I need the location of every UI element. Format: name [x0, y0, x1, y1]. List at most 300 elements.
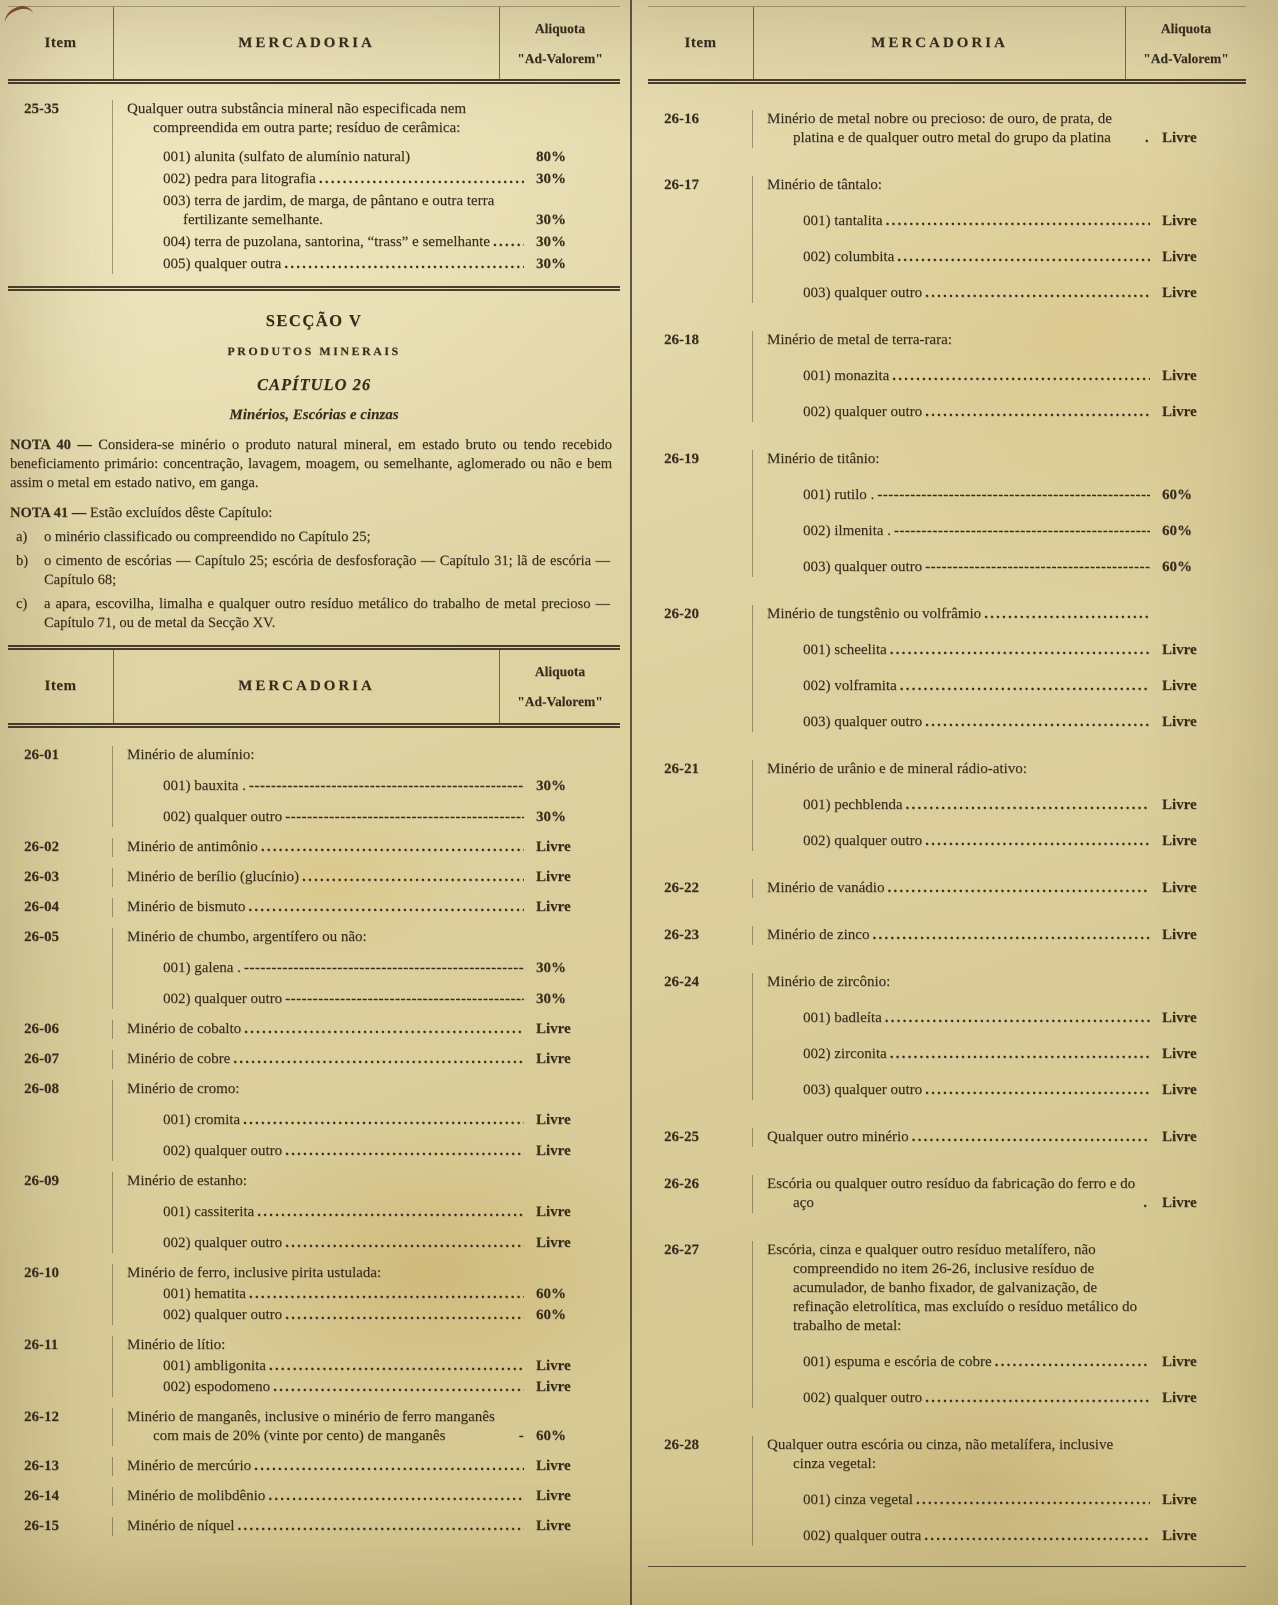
aliquota-value: Livre: [536, 1379, 571, 1395]
tariff-row-26-21: [648, 760, 1246, 851]
dash-leader: [516, 1427, 524, 1446]
item-description: Minério de estanho:: [127, 1173, 247, 1189]
dotted-leader: [921, 1527, 1150, 1546]
dotted-leader: [894, 248, 1150, 267]
sub-item-line: [127, 1306, 620, 1325]
sub-item-label: 003) qualquer outro: [803, 559, 923, 575]
sub-item-label: 002) columbita: [803, 249, 895, 265]
sub-item-label: 001) monazita: [803, 368, 890, 384]
item-main-line: [767, 1175, 1246, 1213]
note-40-label: NOTA 40 —: [10, 437, 92, 453]
column-header-aliquota: [500, 7, 620, 79]
item-code: 26-27: [648, 1241, 753, 1408]
item-code: 26-17: [648, 176, 753, 303]
aliquota-value: Livre: [1162, 1195, 1197, 1211]
item-body: [753, 1436, 1246, 1546]
item-main-line: [767, 110, 1246, 148]
item-code: 26-16: [648, 110, 753, 148]
horizontal-rule: [648, 1566, 1246, 1567]
aliquota-value: Livre: [1162, 404, 1197, 420]
item-description: Minério de molibdênio: [127, 1488, 266, 1504]
tariff-row-26-15: [8, 1517, 620, 1536]
sub-item-label: 001) hematita: [163, 1286, 246, 1302]
table-header: [8, 6, 620, 84]
item-code: 26-08: [8, 1080, 113, 1161]
dotted-leader: [266, 1357, 524, 1376]
item-main-line: [127, 1172, 620, 1191]
sub-item-line: [767, 796, 1246, 815]
sub-item-line: [767, 1009, 1246, 1028]
dotted-leader: [282, 1142, 524, 1161]
tariff-row-26-11: [8, 1336, 620, 1397]
sub-item-label: 001) rutilo .: [803, 487, 875, 503]
sub-item-line: [767, 212, 1246, 231]
sub-item-label: 002) espodomeno: [163, 1379, 271, 1395]
aliquota-value: 60%: [1162, 559, 1192, 575]
aliquota-value: Livre: [536, 1143, 571, 1159]
sub-item-line: [767, 486, 1246, 505]
left-column: [8, 6, 620, 1536]
item-main-line: [127, 100, 620, 138]
item-description: Minério de tântalo:: [767, 177, 882, 193]
sub-item-label: 002) qualquer outro: [163, 1143, 283, 1159]
aliquota-value: Livre: [536, 1204, 571, 1220]
item-main-line: [127, 1408, 620, 1446]
dotted-leader: [1142, 129, 1150, 148]
aliquota-value: 30%: [536, 171, 566, 187]
item-description: Minério de urânio e de mineral rádio-ativo:: [767, 761, 1027, 777]
item-body: [113, 928, 620, 1009]
item-description: Minério de níquel: [127, 1518, 235, 1534]
dotted-leader: [909, 1128, 1150, 1147]
item-description: Minério de mercúrio: [127, 1458, 252, 1474]
tariff-row-26-01: [8, 746, 620, 827]
dotted-leader: [265, 1487, 524, 1506]
dotted-leader: [922, 1081, 1150, 1100]
sub-item-label: 002) volframita: [803, 678, 897, 694]
dash-leader: [246, 777, 524, 796]
sub-item-label: 001) cinza vegetal: [803, 1492, 913, 1508]
note-item-text: a apara, escovilha, limalha e qualquer outro resíduo metálico do trabalho de metal precioso — Capítulo 71, ou de metal da Secção XV.: [44, 596, 610, 631]
item-body: [753, 1175, 1246, 1213]
sub-item-label: 002) qualquer outro: [803, 404, 923, 420]
dotted-leader: [981, 605, 1150, 624]
dotted-leader: [992, 1353, 1150, 1372]
section-heading-block: [8, 311, 620, 425]
aliquota-value: Livre: [536, 1051, 571, 1067]
item-description: Escória, cinza e qualquer outro resíduo metalífero, não compreendido no item 26-26, inclusive resíduo de acumulador, de banho fixador, de galvanização, de refinação eletrolítica, mas excluído o resíduo metálico do trabalho de metal:: [767, 1242, 1138, 1334]
aliquota-value: Livre: [1162, 714, 1197, 730]
sub-item-label: 001) cromita: [163, 1112, 241, 1128]
sub-item-label: 004) terra de puzolana, santorina, “trass” e semelhante: [163, 234, 490, 250]
column-header-mercadoria: MERCADORIA: [753, 7, 1126, 79]
sub-item-line: [127, 990, 620, 1009]
aliquota-value: Livre: [1162, 249, 1197, 265]
dotted-leader: [913, 1491, 1150, 1510]
sub-item-label: 001) scheelita: [803, 642, 887, 658]
sub-item-label: 002) qualquer outro: [803, 833, 923, 849]
aliquota-value: 30%: [536, 256, 566, 272]
section-subtitle: PRODUTOS MINERAIS: [227, 344, 401, 358]
tariff-row-26-10: [8, 1264, 620, 1325]
item-description: Minério de cobalto: [127, 1021, 242, 1037]
sub-item-label: 003) qualquer outro: [803, 1082, 923, 1098]
aliquota-value: Livre: [1162, 642, 1197, 658]
item-description: Minério de cobre: [127, 1051, 231, 1067]
sub-item-label: 003) qualquer outro: [803, 714, 923, 730]
right-column: [648, 6, 1246, 1567]
tariff-row-26-05: [8, 928, 620, 1009]
aliquota-value: Livre: [1162, 880, 1197, 896]
item-code: 26-12: [8, 1408, 113, 1446]
item-body: [753, 110, 1246, 148]
item-body: [753, 176, 1246, 303]
item-main-line: [767, 1241, 1246, 1336]
item-main-line: [767, 331, 1246, 350]
item-main-line: [127, 1336, 620, 1355]
sub-item-line: [767, 713, 1246, 732]
table-header: [648, 6, 1246, 84]
item-main-line: [767, 879, 1246, 898]
dotted-leader: [282, 1234, 524, 1253]
sub-item-line: [767, 522, 1246, 541]
item-code: 26-19: [648, 450, 753, 577]
tariff-row-26-07: [8, 1050, 620, 1069]
aliquota-value: 60%: [536, 1428, 566, 1444]
sub-item-label: 001) pechblenda: [803, 797, 903, 813]
aliquota-value: Livre: [1162, 1046, 1197, 1062]
item-body: [113, 898, 620, 917]
note-item-text: o minério classificado ou compreendido no Capítulo 25;: [44, 529, 371, 545]
dash-leader: [874, 486, 1150, 505]
sub-item-label: 002) qualquer outro: [163, 991, 283, 1007]
sub-item-line: [767, 367, 1246, 386]
chapter-title: CAPÍTULO 26: [256, 375, 372, 394]
aliquota-value: Livre: [1162, 1528, 1197, 1544]
item-body: [113, 1336, 620, 1397]
sub-item-label: 002) ilmenita .: [803, 523, 891, 539]
item-main-line: [767, 973, 1246, 992]
tariff-row-26-08: [8, 1080, 620, 1161]
sub-item-label: 002) qualquer outro: [163, 809, 283, 825]
item-code: 26-04: [8, 898, 113, 917]
aliquota-value: Livre: [1162, 1390, 1197, 1406]
tariff-row-26-06: [8, 1020, 620, 1039]
sub-item-line: [127, 1285, 620, 1304]
item-body: [753, 450, 1246, 577]
aliquota-value: Livre: [1162, 368, 1197, 384]
dotted-leader: [869, 926, 1150, 945]
item-main-line: [767, 1128, 1246, 1147]
item-main-line: [767, 605, 1246, 624]
item-description: Qualquer outra substância mineral não especificada nem compreendida em outra parte; resíduo de cerâmica:: [127, 101, 467, 136]
item-main-line: [127, 898, 620, 917]
item-code: 26-24: [648, 973, 753, 1100]
item-main-line: [767, 450, 1246, 469]
note-item-letter: a): [16, 529, 28, 545]
dotted-leader: [922, 713, 1150, 732]
item-code: 26-13: [8, 1457, 113, 1476]
sub-item-line: [127, 1357, 620, 1376]
aliquota-value: Livre: [536, 839, 571, 855]
dotted-leader: [922, 284, 1150, 303]
sub-item-line: [767, 1389, 1246, 1408]
item-body: [753, 973, 1246, 1100]
dotted-leader: [245, 898, 524, 917]
item-description: Minério de alumínio:: [127, 747, 255, 763]
item-body: [753, 760, 1246, 851]
item-description: Minério de antimônio: [127, 839, 258, 855]
note-item-letter: b): [16, 553, 29, 569]
item-main-line: [127, 868, 620, 887]
sub-item-label: 001) alunita (sulfato de alumínio natural): [163, 149, 411, 165]
tariff-row-26-23: [648, 926, 1246, 945]
item-description: Minério de bismuto: [127, 899, 246, 915]
item-description: Minério de lítio:: [127, 1337, 226, 1353]
aliquota-value: Livre: [536, 1458, 571, 1474]
sub-item-label: 001) cassiterita: [163, 1204, 255, 1220]
sub-item-label: 002) zirconita: [803, 1046, 887, 1062]
aliquota-label-top: Aliquota: [1160, 20, 1212, 36]
tariff-row-26-27: [648, 1241, 1246, 1408]
dotted-leader: [882, 1009, 1150, 1028]
tariff-row-26-13: [8, 1457, 620, 1476]
sub-item-label: 003) terra de jardim, de marga, de pântano e outra terra fertilizante semelhante.: [163, 193, 495, 228]
dotted-leader: [258, 838, 524, 857]
aliquota-value: Livre: [1162, 1492, 1197, 1508]
item-main-line: [767, 176, 1246, 195]
dotted-leader: [889, 367, 1150, 386]
sub-item-label: 001) badleíta: [803, 1010, 882, 1026]
sub-item-label: 003) qualquer outro: [803, 285, 923, 301]
sub-item-line: [767, 1081, 1246, 1100]
item-body: [753, 331, 1246, 422]
item-description: Minério de chumbo, argentífero ou não:: [127, 929, 367, 945]
dash-leader: [282, 808, 524, 827]
item-code: 26-18: [648, 331, 753, 422]
item-code: 26-01: [8, 746, 113, 827]
chapter-subtitle: Minérios, Escórias e cinzas: [229, 407, 399, 423]
item-code: 25-35: [8, 100, 113, 274]
sub-item-line: [767, 1045, 1246, 1064]
aliquota-value: 80%: [536, 149, 566, 165]
item-body: [113, 1050, 620, 1069]
tariff-row-26-26: [648, 1175, 1246, 1213]
item-main-line: [127, 746, 620, 765]
item-description: Escória ou qualquer outro resíduo da fabricação do ferro e do aço: [767, 1176, 1136, 1211]
aliquota-value: Livre: [1162, 130, 1197, 146]
item-main-line: [767, 926, 1246, 945]
note-item-a: [8, 528, 620, 547]
item-body: [113, 1457, 620, 1476]
item-main-line: [127, 1517, 620, 1536]
tariff-row-26-04: [8, 898, 620, 917]
item-body: [113, 868, 620, 887]
aliquota-value: Livre: [536, 1112, 571, 1128]
aliquota-value: 30%: [536, 991, 566, 1007]
aliquota-value: Livre: [1162, 833, 1197, 849]
sub-item-line: [127, 808, 620, 827]
aliquota-value: 60%: [1162, 487, 1192, 503]
aliquota-value: Livre: [1162, 678, 1197, 694]
dotted-leader: [246, 1285, 524, 1304]
sub-item-label: 002) qualquer outro: [163, 1235, 283, 1251]
aliquota-value: Livre: [536, 1518, 571, 1534]
sub-item-label: 002) qualquer outro: [803, 1390, 923, 1406]
sub-item-line: [127, 192, 620, 230]
sub-item-label: 001) bauxita .: [163, 778, 246, 794]
aliquota-value: 30%: [536, 960, 566, 976]
item-body: [113, 1264, 620, 1325]
aliquota-value: Livre: [536, 1235, 571, 1251]
note-item-text: o cimento de escórias — Capítulo 25; escória de desfosforação — Capítulo 31; lã de escória — Capítulo 68;: [44, 553, 610, 588]
aliquota-value: Livre: [1162, 1010, 1197, 1026]
aliquota-value: Livre: [1162, 213, 1197, 229]
dotted-leader: [887, 1045, 1150, 1064]
item-main-line: [127, 1457, 620, 1476]
note-40: [10, 436, 612, 493]
sub-item-line: [127, 1203, 620, 1222]
dotted-leader: [270, 1378, 524, 1397]
tariff-row-26-24: [648, 973, 1246, 1100]
sub-item-line: [767, 284, 1246, 303]
item-description: Qualquer outro minério: [767, 1129, 909, 1145]
sub-item-line: [767, 677, 1246, 696]
note-41-label: NOTA 41 —: [10, 505, 87, 521]
item-main-line: [767, 1436, 1246, 1474]
dash-leader: [891, 522, 1150, 541]
item-main-line: [127, 1264, 620, 1283]
sub-item-label: 005) qualquer outra: [163, 256, 282, 272]
note-41-text: Estão excluídos dêste Capítulo:: [89, 505, 273, 521]
item-body: [113, 1020, 620, 1039]
column-header-item: Item: [44, 34, 77, 51]
sub-item-line: [127, 1142, 620, 1161]
note-40-text: Considera-se minério o produto natural mineral, em estado bruto ou tendo recebido beneficiamento primário: concentração, lavagem, moagem, ou semelhante, aglomerado ou não e bem assim o metal em estado nativo, em ganga.: [10, 437, 612, 491]
dotted-leader: [1140, 1194, 1150, 1213]
column-divider-line: [630, 0, 632, 1605]
column-header-aliquota: [1126, 7, 1246, 79]
item-body: [113, 1080, 620, 1161]
sub-item-line: [767, 1353, 1246, 1372]
horizontal-rule: [8, 286, 620, 291]
item-main-line: [127, 1050, 620, 1069]
item-code: 26-14: [8, 1487, 113, 1506]
aliquota-label-bottom: "Ad-Valorem": [517, 694, 603, 709]
dotted-leader: [922, 832, 1150, 851]
item-code: 26-10: [8, 1264, 113, 1325]
sub-item-line: [767, 403, 1246, 422]
dotted-leader: [897, 677, 1150, 696]
dotted-leader: [282, 1306, 524, 1325]
tariff-row-26-14: [8, 1487, 620, 1506]
dash-leader: [922, 558, 1150, 577]
column-header-mercadoria: MERCADORIA: [113, 650, 500, 723]
dotted-leader: [922, 403, 1150, 422]
tariff-row-26-12: [8, 1408, 620, 1446]
item-main-line: [767, 760, 1246, 779]
aliquota-value: Livre: [536, 1488, 571, 1504]
dash-leader: [241, 959, 524, 978]
note-41-items: [8, 528, 620, 633]
item-description: Minério de metal nobre ou precioso: de ouro, de prata, de platina e de qualquer outro metal do grupo da platina: [767, 111, 1112, 146]
item-code: 26-06: [8, 1020, 113, 1039]
tariff-row-26-17: [648, 176, 1246, 303]
note-item-letter: c): [16, 596, 28, 612]
aliquota-value: Livre: [536, 1021, 571, 1037]
item-code: 26-26: [648, 1175, 753, 1213]
dotted-leader: [230, 1050, 524, 1069]
sub-item-line: [127, 1378, 620, 1397]
sub-item-line: [767, 558, 1246, 577]
dotted-leader: [883, 212, 1150, 231]
item-body: [113, 1517, 620, 1536]
item-code: 26-02: [8, 838, 113, 857]
aliquota-value: 60%: [536, 1307, 566, 1323]
item-main-line: [127, 838, 620, 857]
dotted-leader: [251, 1457, 524, 1476]
tariff-row-26-18: [648, 331, 1246, 422]
item-code: 26-07: [8, 1050, 113, 1069]
sub-item-line: [127, 255, 620, 274]
item-description: Minério de cromo:: [127, 1081, 240, 1097]
sub-item-line: [127, 170, 620, 189]
dotted-leader: [241, 1020, 524, 1039]
item-body: [113, 100, 620, 274]
aliquota-value: Livre: [536, 899, 571, 915]
aliquota-value: 30%: [536, 778, 566, 794]
item-body: [113, 838, 620, 857]
item-description: Qualquer outra escória ou cinza, não metalífera, inclusive cinza vegetal:: [767, 1437, 1114, 1472]
note-41: [10, 504, 612, 523]
sub-item-line: [127, 1111, 620, 1130]
sub-item-line: [767, 1527, 1246, 1546]
item-body: [113, 1172, 620, 1253]
item-code: 26-05: [8, 928, 113, 1009]
tariff-row-26-25: [648, 1128, 1246, 1147]
sub-item-line: [767, 641, 1246, 660]
tariff-row-26-28: [648, 1436, 1246, 1546]
aliquota-value: 60%: [536, 1286, 566, 1302]
column-header-mercadoria: MERCADORIA: [113, 7, 500, 79]
tariff-rows-left: [8, 746, 620, 1536]
item-code: 26-23: [648, 926, 753, 945]
aliquota-value: Livre: [1162, 1129, 1197, 1145]
sub-item-line: [767, 1491, 1246, 1510]
item-description: Minério de tungstênio ou volfrâmio: [767, 606, 982, 622]
dotted-leader: [281, 255, 524, 274]
aliquota-value: Livre: [1162, 285, 1197, 301]
item-main-line: [127, 1080, 620, 1099]
sub-item-label: 001) ambligonita: [163, 1358, 266, 1374]
sub-item-label: 002) qualquer outro: [163, 1307, 283, 1323]
item-description: Minério de vanádio: [767, 880, 885, 896]
sub-item-line: [767, 248, 1246, 267]
dash-leader: [282, 990, 524, 1009]
aliquota-value: 30%: [536, 234, 566, 250]
dotted-leader: [490, 233, 524, 252]
aliquota-label-top: Aliquota: [534, 664, 586, 679]
aliquota-value: 30%: [536, 809, 566, 825]
sub-item-label: 001) tantalita: [803, 213, 883, 229]
item-description: Minério de zinco: [767, 927, 870, 943]
tariff-row-26-22: [648, 879, 1246, 898]
item-code: 26-15: [8, 1517, 113, 1536]
table-header: [8, 650, 620, 728]
tariff-row-26-20: [648, 605, 1246, 732]
aliquota-value: 30%: [536, 212, 566, 228]
item-description: Minério de ferro, inclusive pirita ustulada:: [127, 1265, 382, 1281]
